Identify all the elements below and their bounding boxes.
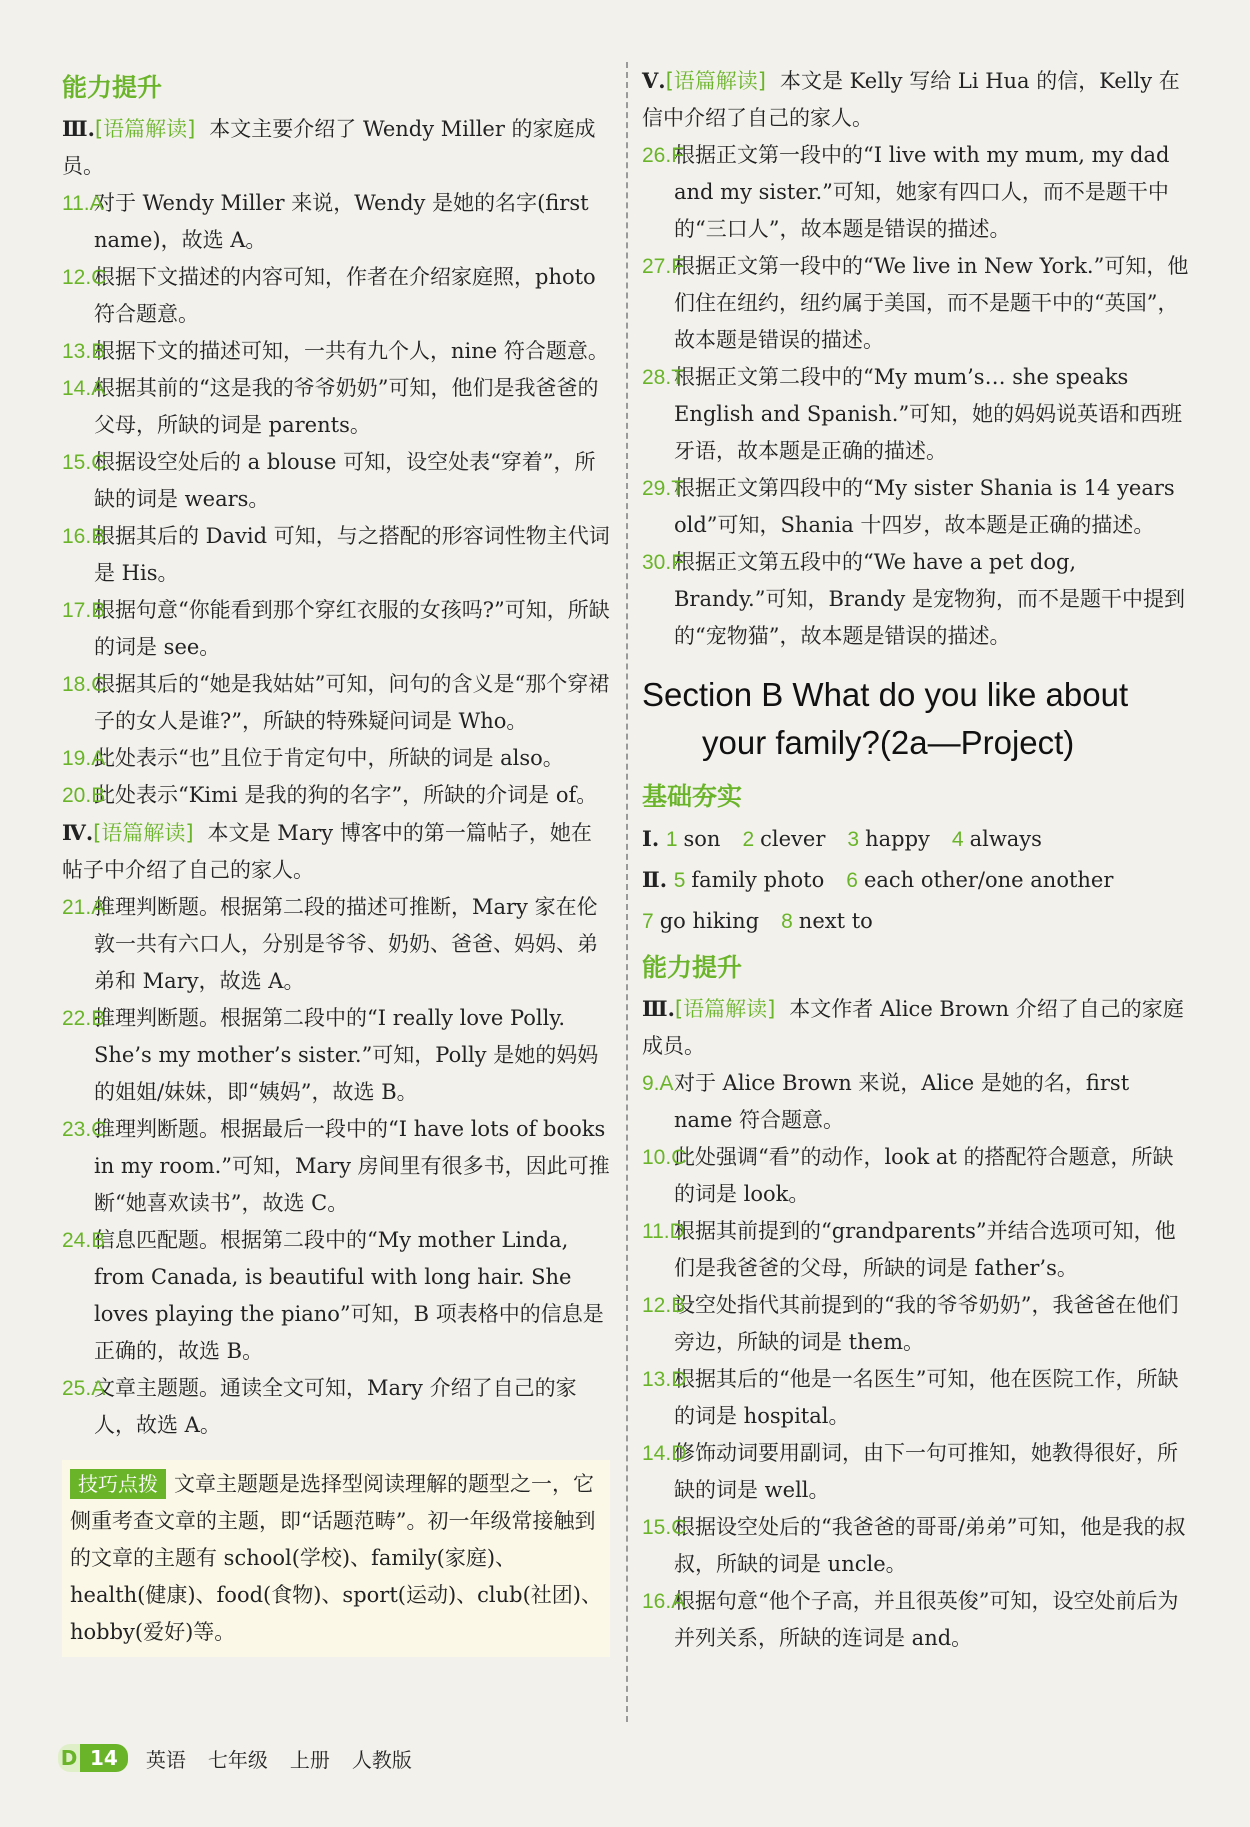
basics-heading: 基础夯实 bbox=[642, 782, 743, 811]
blank-number: 8 bbox=[781, 910, 793, 933]
column-divider bbox=[626, 62, 628, 1722]
tip-box bbox=[62, 1460, 610, 1657]
answer-explanation: 推理判断题。根据第二段中的“I really love Polly. She’s my mother’s sister.”可知，Polly 是她的妈妈的姐姐/妹妹，即“姨妈”，故选 B。 bbox=[94, 1006, 599, 1104]
answer-item bbox=[642, 1435, 1190, 1509]
section-heading: 能力提升 bbox=[62, 73, 163, 102]
answer-item bbox=[62, 1111, 610, 1222]
answer-explanation: 根据正文第四段中的“My sister Shania is 14 years old”可知，Shania 十四岁，故本题是正确的描述。 bbox=[674, 476, 1175, 537]
passage-tag: [语篇解读] bbox=[94, 117, 196, 141]
answer-item bbox=[642, 1139, 1190, 1213]
section-3-intro bbox=[62, 110, 610, 185]
passage-tag: [语篇解读] bbox=[93, 821, 194, 845]
passage-tag: [语篇解读] bbox=[665, 69, 766, 93]
section-title-line-2: your family?(2a—Project) bbox=[702, 724, 1075, 761]
section-title-line-1: Section B What do you like about bbox=[642, 676, 1129, 713]
answer-explanation: 根据句意“你能看到那个穿红衣服的女孩吗?”可知，所缺的词是 see。 bbox=[94, 598, 610, 659]
answer-explanation: 修饰动词要用副词，由下一句可推知，她教得很好，所缺的词是 well。 bbox=[674, 1441, 1178, 1502]
answer-explanation: 根据其前的“这是我的爷爷奶奶”可知，他们是我爸爸的父母，所缺的词是 parents。 bbox=[94, 376, 599, 437]
roman-numeral: Ⅳ. bbox=[62, 820, 94, 845]
answer-item bbox=[642, 137, 1190, 248]
answer-item bbox=[62, 740, 610, 777]
answer-explanation: 根据设空处后的“我爸爸的哥哥/弟弟”可知，他是我的叔叔，所缺的词是 uncle。 bbox=[674, 1515, 1186, 1576]
roman-numeral: Ⅲ. bbox=[62, 116, 95, 141]
page-footer bbox=[58, 1740, 434, 1776]
answer-explanation: 根据句意“他个子高，并且很英俊”可知，设空处前后为并列关系，所缺的连词是 and。 bbox=[674, 1589, 1179, 1650]
blank-answer: each other/one another bbox=[863, 868, 1114, 892]
answer-item bbox=[642, 1361, 1190, 1435]
question-number: 18.C bbox=[62, 673, 107, 696]
left-column bbox=[62, 62, 610, 1657]
edition-mark: D bbox=[58, 1744, 80, 1772]
question-number: 15.C bbox=[62, 451, 107, 474]
blank-number: 6 bbox=[846, 869, 858, 892]
answer-explanation: 根据下文描述的内容可知，作者在介绍家庭照，photo 符合题意。 bbox=[94, 265, 596, 326]
question-number: 11.A bbox=[62, 192, 104, 215]
answer-explanation: 对于 Alice Brown 来说，Alice 是她的名，first name 符合题意。 bbox=[674, 1071, 1130, 1132]
question-number: 17.B bbox=[62, 599, 106, 622]
question-number: 14.D bbox=[642, 1442, 687, 1465]
blank-number: 7 bbox=[642, 910, 654, 933]
answer-explanation: 信息匹配题。根据第二段中的“My mother Linda, from Canada, is beautiful with long hair. She loves playing the piano”可知，B 项表格中的信息是正确的，故选 B。 bbox=[94, 1228, 604, 1363]
page-number: 14 bbox=[80, 1744, 128, 1772]
answer-item bbox=[62, 777, 610, 814]
basics-row-2 bbox=[642, 860, 1190, 901]
answer-explanation: 根据设空处后的 a blouse 可知，设空处表“穿着”，所缺的词是 wears。 bbox=[94, 450, 596, 511]
blank-answer: happy bbox=[865, 827, 930, 851]
answer-item bbox=[62, 889, 610, 1000]
intro-text: 本文作者 Alice Brown 介绍了自己的家庭成员。 bbox=[642, 997, 1184, 1058]
blank-number: 1 bbox=[665, 828, 678, 851]
section-5-items bbox=[642, 137, 1190, 655]
answer-explanation: 根据其后的“她是我姑姑”可知，问句的含义是“那个穿裙子的女人是谁?”，所缺的特殊疑问词是 Who。 bbox=[94, 672, 610, 733]
grade-label: 七年级 bbox=[207, 1747, 268, 1772]
answer-item bbox=[642, 1287, 1190, 1361]
question-number: 13.D bbox=[642, 1368, 687, 1391]
blank-answer: family photo bbox=[691, 868, 825, 892]
answer-explanation: 此处表示“也”且位于肯定句中，所缺的词是 also。 bbox=[94, 746, 564, 770]
answer-item bbox=[62, 185, 610, 259]
question-number: 16.B bbox=[62, 525, 106, 548]
answer-item bbox=[642, 1509, 1190, 1583]
passage-tag: [语篇解读] bbox=[674, 997, 776, 1021]
tip-text: 文章主题题是选择型阅读理解的题型之一，它侧重考查文章的主题，即“话题范畴”。初一年级常接触到的文章的主题有 school(学校)、family(家庭)、health(健康)、food(食物)、sport(运动)、club(社团)、hobby(爱好)等。 bbox=[70, 1472, 602, 1644]
answer-explanation: 根据正文第一段中的“I live with my mum, my dad and my sister.”可知，她家有四口人，而不是题干中的“三口人”，故本题是错误的描述。 bbox=[674, 143, 1170, 241]
answer-item bbox=[62, 259, 610, 333]
answer-item bbox=[642, 1065, 1190, 1139]
answer-explanation: 根据正文第五段中的“We have a pet dog, Brandy.”可知，Brandy 是宠物狗，而不是题干中提到的“宠物猫”，故本题是错误的描述。 bbox=[674, 550, 1185, 648]
answer-item bbox=[62, 1000, 610, 1111]
answer-item bbox=[62, 1222, 610, 1370]
section-5-intro bbox=[642, 62, 1190, 137]
blank-answer: next to bbox=[798, 909, 873, 933]
answer-explanation: 推理判断题。根据最后一段中的“I have lots of books in my room.”可知，Mary 房间里有很多书，因此可推断“她喜欢读书”，故选 C。 bbox=[94, 1117, 610, 1215]
answer-item bbox=[62, 444, 610, 518]
answer-explanation: 根据其前提到的“grandparents”并结合选项可知，他们是我爸爸的父母，所缺的词是 father’s。 bbox=[674, 1219, 1176, 1280]
section-4-items bbox=[62, 889, 610, 1444]
question-number: 15.C bbox=[642, 1516, 687, 1539]
section-3b-items bbox=[642, 1065, 1190, 1657]
answer-explanation: 根据正文第一段中的“We live in New York.”可知，他们住在纽约，纽约属于美国，而不是题干中的“英国”，故本题是错误的描述。 bbox=[674, 254, 1189, 352]
answer-explanation: 根据下文的描述可知，一共有九个人，nine 符合题意。 bbox=[94, 339, 609, 363]
intro-text: 本文主要介绍了 Wendy Miller 的家庭成员。 bbox=[62, 117, 596, 178]
answer-item bbox=[62, 370, 610, 444]
answer-item bbox=[62, 666, 610, 740]
question-number: 21.A bbox=[62, 896, 106, 919]
question-number: 14.A bbox=[62, 377, 106, 400]
question-number: 19.A bbox=[62, 747, 106, 770]
blank-number: 3 bbox=[847, 828, 860, 851]
roman-numeral: Ⅴ. bbox=[642, 68, 666, 93]
answer-item bbox=[642, 248, 1190, 359]
question-number: 16.A bbox=[642, 1590, 686, 1613]
question-number: 20.B bbox=[62, 784, 106, 807]
blank-answer: son bbox=[683, 827, 721, 851]
answer-item bbox=[642, 544, 1190, 655]
answer-item bbox=[642, 1583, 1190, 1657]
intro-text: 本文是 Kelly 写给 Li Hua 的信，Kelly 在信中介绍了自己的家人。 bbox=[642, 69, 1180, 130]
question-number: 22.B bbox=[62, 1007, 106, 1030]
section-3b-intro bbox=[642, 990, 1190, 1065]
question-number: 11.D bbox=[642, 1220, 685, 1243]
section-title bbox=[642, 671, 1190, 767]
answer-explanation: 设空处指代其前提到的“我的爷爷奶奶”，我爸爸在他们旁边，所缺的词是 them。 bbox=[674, 1293, 1179, 1354]
question-number: 26.F bbox=[642, 144, 685, 167]
roman-numeral: Ⅰ. bbox=[642, 826, 660, 851]
volume-label: 上册 bbox=[289, 1747, 330, 1772]
section-3-items bbox=[62, 185, 610, 814]
blank-number: 5 bbox=[673, 869, 686, 892]
intro-text: 本文是 Mary 博客中的第一篇帖子，她在帖子中介绍了自己的家人。 bbox=[62, 821, 592, 882]
question-number: 27.F bbox=[642, 255, 685, 278]
question-number: 9.A bbox=[642, 1072, 674, 1095]
answer-explanation: 根据其后的 David 可知，与之搭配的形容词性物主代词是 His。 bbox=[94, 524, 610, 585]
roman-numeral: Ⅱ. bbox=[642, 867, 668, 892]
blank-answer: clever bbox=[760, 827, 826, 851]
blank-answer: always bbox=[969, 827, 1042, 851]
question-number: 12.C bbox=[62, 266, 107, 289]
edition-label: 人教版 bbox=[351, 1747, 412, 1772]
roman-numeral: Ⅲ. bbox=[642, 996, 675, 1021]
basics-row-1 bbox=[642, 819, 1190, 860]
question-number: 24.B bbox=[62, 1229, 106, 1252]
question-number: 29.T bbox=[642, 477, 685, 500]
answer-item bbox=[642, 470, 1190, 544]
answer-item bbox=[62, 518, 610, 592]
answer-explanation: 文章主题题。通读全文可知，Mary 介绍了自己的家人，故选 A。 bbox=[94, 1376, 577, 1437]
section-heading: 能力提升 bbox=[642, 953, 743, 982]
tip-label: 技巧点拨 bbox=[70, 1469, 166, 1499]
blank-answer: go hiking bbox=[659, 909, 760, 933]
question-number: 25.A bbox=[62, 1377, 106, 1400]
answer-explanation: 根据正文第二段中的“My mum’s… she speaks English and Spanish.”可知，她的妈妈说英语和西班牙语，故本题是正确的描述。 bbox=[674, 365, 1183, 463]
answer-explanation: 根据其后的“他是一名医生”可知，他在医院工作，所缺的词是 hospital。 bbox=[674, 1367, 1179, 1428]
question-number: 23.C bbox=[62, 1118, 107, 1141]
question-number: 30.F bbox=[642, 551, 685, 574]
answer-item bbox=[62, 1370, 610, 1444]
answer-item bbox=[62, 592, 610, 666]
right-column bbox=[642, 62, 1190, 1657]
section-4-intro bbox=[62, 814, 610, 889]
answer-item bbox=[642, 359, 1190, 470]
answer-explanation: 此处强调“看”的动作，look at 的搭配符合题意，所缺的词是 look。 bbox=[674, 1145, 1174, 1206]
answer-item bbox=[62, 333, 610, 370]
question-number: 12.B bbox=[642, 1294, 686, 1317]
answer-explanation: 对于 Wendy Miller 来说，Wendy 是她的名字(first name)，故选 A。 bbox=[94, 191, 589, 252]
question-number: 13.B bbox=[62, 340, 106, 363]
answer-explanation: 推理判断题。根据第二段的描述可推断，Mary 家在伦敦一共有六口人，分别是爷爷、奶奶、爸爸、妈妈、弟弟和 Mary，故选 A。 bbox=[94, 895, 598, 993]
basics-row-3 bbox=[642, 901, 1190, 942]
answer-item bbox=[642, 1213, 1190, 1287]
question-number: 28.T bbox=[642, 366, 685, 389]
answer-explanation: 此处表示“Kimi 是我的狗的名字”，所缺的介词是 of。 bbox=[94, 783, 598, 807]
subject-label: 英语 bbox=[145, 1747, 186, 1772]
blank-number: 2 bbox=[742, 828, 755, 851]
question-number: 10.C bbox=[642, 1146, 687, 1169]
blank-number: 4 bbox=[951, 828, 964, 851]
